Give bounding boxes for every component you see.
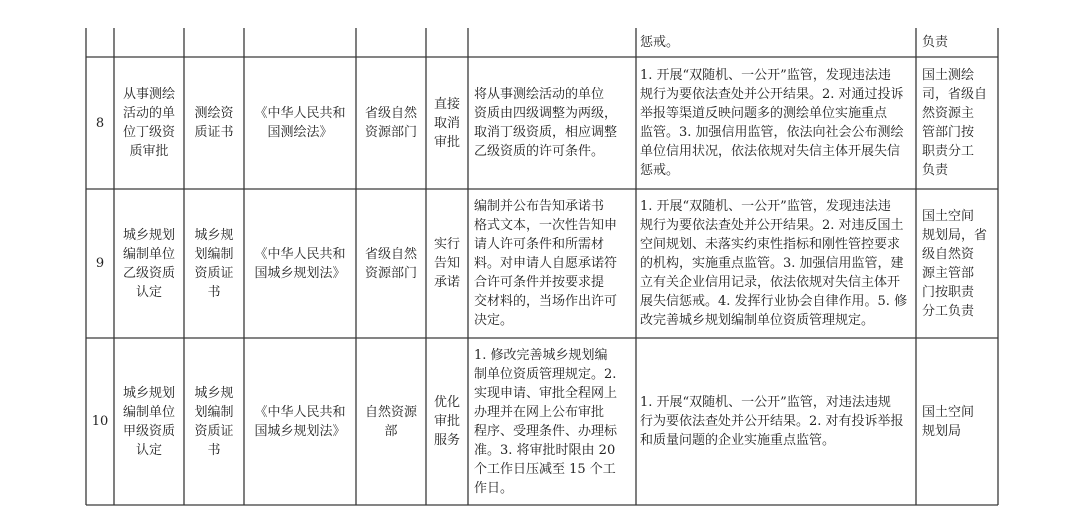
row-8-no-cell — [86, 57, 114, 189]
row-9-item-cell — [116, 189, 182, 338]
item-name: 城乡规划 编制单位 乙级资质 认定 — [122, 227, 175, 300]
row-10-responsible-cell — [922, 338, 994, 505]
top-row-supervision-cell — [640, 28, 912, 57]
reform-mode: 直接 取消 审批 — [433, 96, 460, 150]
certificate-name: 测绘资 质证书 — [194, 106, 234, 140]
responsible-unit: 国土空间 规划局 — [922, 404, 975, 439]
certificate-name: 城乡规 划编制 资质证 书 — [194, 385, 234, 458]
item-name: 城乡规划 编制单位 甲级资质 认定 — [122, 385, 175, 458]
row-9-law-cell — [246, 189, 354, 338]
row-9-measure-cell — [474, 189, 632, 338]
certificate-name: 城乡规 划编制 资质证 书 — [194, 227, 234, 300]
row-8-mode-cell — [428, 57, 466, 189]
approval-department: 省级自然 资源部门 — [364, 106, 417, 140]
responsible-unit: 国土测绘 司，省级自 然资源主 管部门按 职责分工 负责 — [922, 68, 988, 178]
reform-mode: 优化 审批 服务 — [433, 395, 460, 448]
reform-measure: 1. 修改完善城乡规划编 制单位资质管理规定。2. 实现申请、审批全程网上 办理并在网上公布审批 程序、受理条件、办理标 准。3. 将审批时限由 20 个工作日压减至 15 个工 作日。 — [474, 347, 618, 496]
row-10-supervision-cell — [640, 338, 914, 505]
supervision-measure: 1. 开展“双随机、一公开”监管，对违法违规 行为要依法查处并公开结果。2. 对有投诉举报 和质量问题的企业实施重点监管。 — [640, 395, 904, 448]
item-name: 从事测绘 活动的单 位丁级资 质审批 — [122, 87, 175, 159]
row-number: 8 — [95, 115, 105, 131]
supervision-measure: 1. 开展“双随机、一公开”监管，发现违法违 规行为要依法查处并公开结果。2. 对通过投诉 举报等渠道反映问题多的测绘单位实施重点 监管。3. 加强信用监管，依法向社会公布测绘 单位信用状况，依法依规对失信主体开展失信 惩戒。 — [640, 68, 904, 178]
row-8-law-cell — [246, 57, 354, 189]
row-10-dept-cell — [358, 338, 424, 505]
row-8-responsible-cell — [922, 57, 994, 189]
reform-measure: 将从事测绘活动的单位 资质由四级调整为两级， 取消丁级资质，相应调整 乙级资质的许可条件。 — [474, 87, 618, 159]
row-8-dept-cell — [358, 57, 424, 189]
row-8-item-cell — [116, 57, 182, 189]
row-10-measure-cell — [474, 338, 632, 505]
legal-basis: 《中华人民共和 国城乡规划法》 — [254, 404, 346, 439]
reform-measure: 编制并公布告知承诺书 格式文本，一次性告知申 请人许可条件和所需材 料。对申请人自愿承诺符 合许可条件并按要求提 交材料的，当场作出许可 决定。 — [474, 199, 618, 328]
row-8-measure-cell — [474, 57, 632, 189]
row-10-item-cell — [116, 338, 182, 505]
row-9-no-cell — [86, 189, 114, 338]
row-8-supervision-cell — [640, 57, 914, 189]
row-9-responsible-cell — [922, 189, 994, 338]
legal-basis: 《中华人民共和 国测绘法》 — [254, 106, 346, 140]
reform-mode: 实行 告知 承诺 — [433, 237, 460, 290]
top-row-supervision-text: 惩戒。 — [640, 35, 680, 50]
row-number: 9 — [95, 256, 105, 271]
top-row-responsible-text: 负责 — [922, 35, 949, 50]
row-10-no-cell — [86, 338, 114, 505]
top-row-responsible-cell — [922, 28, 994, 57]
row-9-dept-cell — [358, 189, 424, 338]
row-number: 10 — [91, 414, 109, 429]
legal-basis: 《中华人民共和 国城乡规划法》 — [254, 246, 346, 281]
row-9-mode-cell — [428, 189, 466, 338]
responsible-unit: 国土空间 规划局，省 级自然资 源主管部 门按职责 分工负责 — [922, 208, 988, 319]
supervision-measure: 1. 开展“双随机、一公开”监管，发现违法违 规行为要依法查处并公开结果。2. 对违反国土 空间规划、未落实约束性指标和刚性管控要求 的机构，实施重点监管。3. 加强信用监管，建 立有关企业信用记录，依法依规对失信主体开 展失信惩戒。4. 发挥行业协会自律作用。5. 修 改完善城乡规划编制单位资质管理规定。 — [640, 199, 908, 328]
row-10-mode-cell — [428, 338, 466, 505]
approval-department: 自然资源 部 — [364, 404, 417, 439]
row-10-law-cell — [246, 338, 354, 505]
row-9-cert-cell — [186, 189, 242, 338]
approval-department: 省级自然 资源部门 — [364, 246, 417, 281]
row-8-cert-cell — [186, 57, 242, 189]
row-10-cert-cell — [186, 338, 242, 505]
row-9-supervision-cell — [640, 189, 914, 338]
